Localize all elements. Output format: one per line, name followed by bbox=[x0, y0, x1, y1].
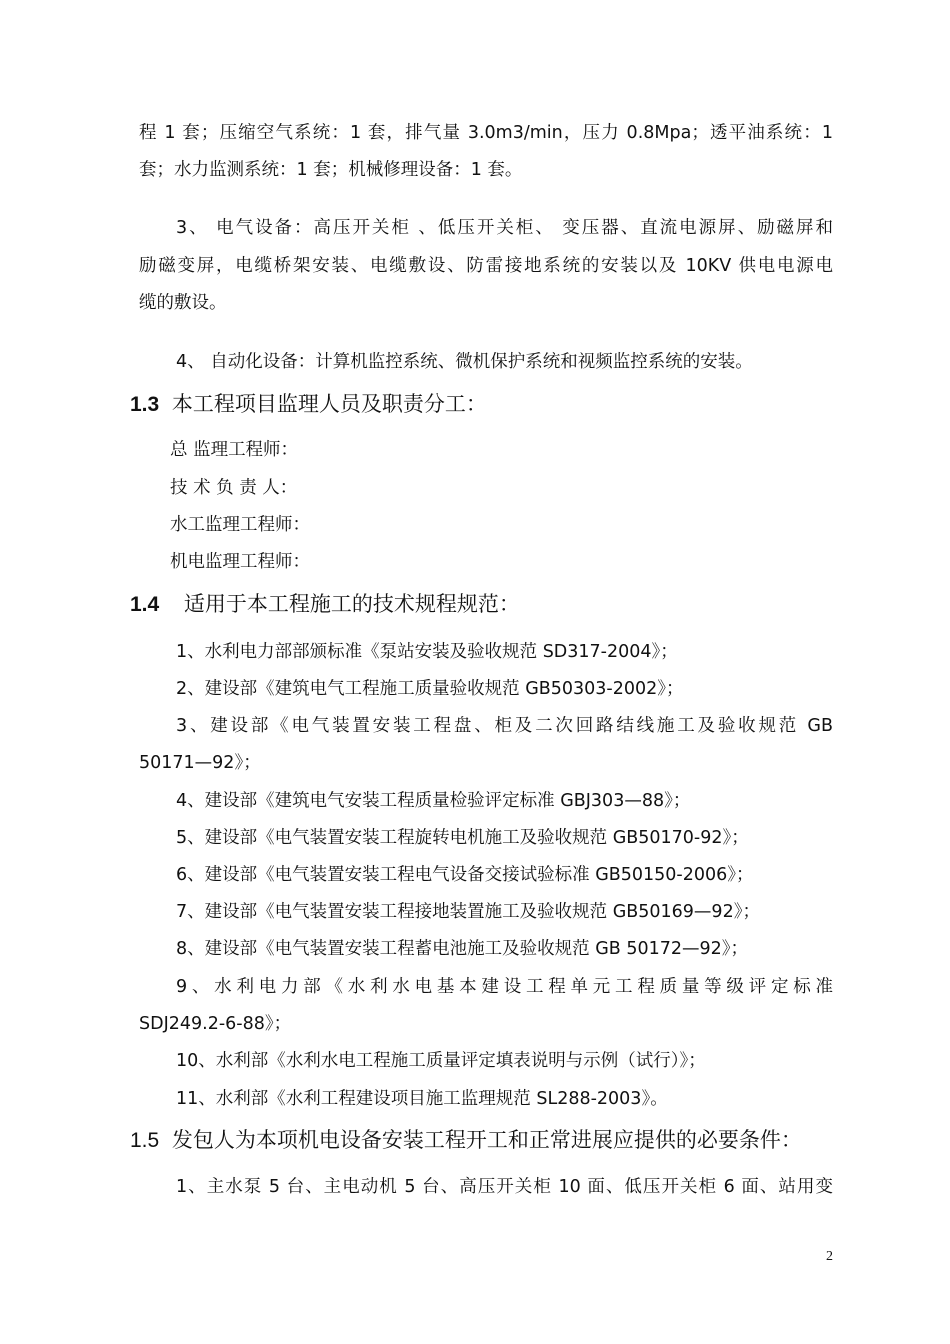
page-number: 2 bbox=[826, 1249, 833, 1264]
section-heading-1-4 bbox=[130, 590, 520, 619]
section-number: 1.5 bbox=[130, 1129, 160, 1152]
section-title: 适用于本工程施工的技术规程规范： bbox=[183, 592, 520, 616]
standard-item-continued: SDJ249.2-6-88》； bbox=[139, 1014, 292, 1034]
standard-item: 2、建设部《建筑电气工程施工质量验收规范 GB50303-2002》； bbox=[176, 679, 684, 699]
section-title: 本工程项目监理人员及职责分工： bbox=[171, 392, 487, 416]
standard-item: 6、建设部《电气装置安装工程电气设备交接试验标准 GB50150-2006》； bbox=[176, 865, 754, 885]
standard-item: 10、水利部《水利水电工程施工质量评定填表说明与示例（试行）》； bbox=[176, 1051, 706, 1071]
standard-item: 3、建设部《电气装置安装工程盘、柜及二次回路结线施工及验收规范 GB bbox=[176, 716, 833, 736]
role-hydraulic-engineer: 水工监理工程师： bbox=[170, 515, 310, 535]
standard-item: 11、水利部《水利工程建设项目施工监理规范 SL288-2003》。 bbox=[176, 1089, 668, 1109]
standard-item: 9、水利电力部《水利水电基本建设工程单元工程质量等级评定标准 bbox=[176, 977, 833, 997]
standard-item: 5、建设部《电气装置安装工程旋转电机施工及验收规范 GB50170-92》； bbox=[176, 828, 749, 848]
standard-item: 8、建设部《电气装置安装工程蓄电池施工及验收规范 GB 50172—92》； bbox=[176, 939, 749, 959]
paragraph-line: 程 1 套；压缩空气系统：1 套，排气量 3.0m3/min，压力 0.8Mpa；透平油系统：1 bbox=[139, 123, 833, 143]
list-item-4: 4、 自动化设备：计算机监控系统、微机保护系统和视频监控系统的安装。 bbox=[176, 352, 753, 372]
role-chief-engineer: 总 监理工程师： bbox=[170, 440, 299, 460]
standard-item: 4、建设部《建筑电气安装工程质量检验评定标准 GBJ303—88》； bbox=[176, 791, 691, 811]
role-technical-lead: 技 术 负 责 人： bbox=[170, 478, 298, 498]
section-number: 1.4 bbox=[130, 593, 160, 616]
list-item-3-line3: 缆的敷设。 bbox=[139, 293, 227, 313]
section-number: 1.3 bbox=[130, 393, 160, 416]
list-item-3-line2: 励磁变屏，电缆桥架安装、电缆敷设、防雷接地系统的安装以及 10KV 供电电源电 bbox=[139, 256, 833, 276]
list-item-3-line1: 3、 电气设备：高压开关柜 、低压开关柜、 变压器、直流电源屏、励磁屏和 bbox=[176, 218, 833, 238]
section-heading-1-3 bbox=[130, 390, 487, 419]
standard-item-continued: 50171—92》； bbox=[139, 753, 261, 773]
condition-item: 1、主水泵 5 台、主电动机 5 台、高压开关柜 10 面、低压开关柜 6 面、站用变 bbox=[176, 1177, 833, 1197]
role-electromechanical-engineer: 机电监理工程师： bbox=[170, 552, 310, 572]
standard-item: 1、水利电力部部颁标准《泵站安装及验收规范 SD317-2004》； bbox=[176, 642, 678, 662]
section-heading-1-5 bbox=[130, 1126, 802, 1155]
standard-item: 7、建设部《电气装置安装工程接地装置施工及验收规范 GB50169—92》； bbox=[176, 902, 760, 922]
section-title: 发包人为本项机电设备安装工程开工和正常进展应提供的必要条件： bbox=[171, 1128, 802, 1152]
paragraph-line: 套；水力监测系统：1 套；机械修理设备：1 套。 bbox=[139, 160, 523, 180]
